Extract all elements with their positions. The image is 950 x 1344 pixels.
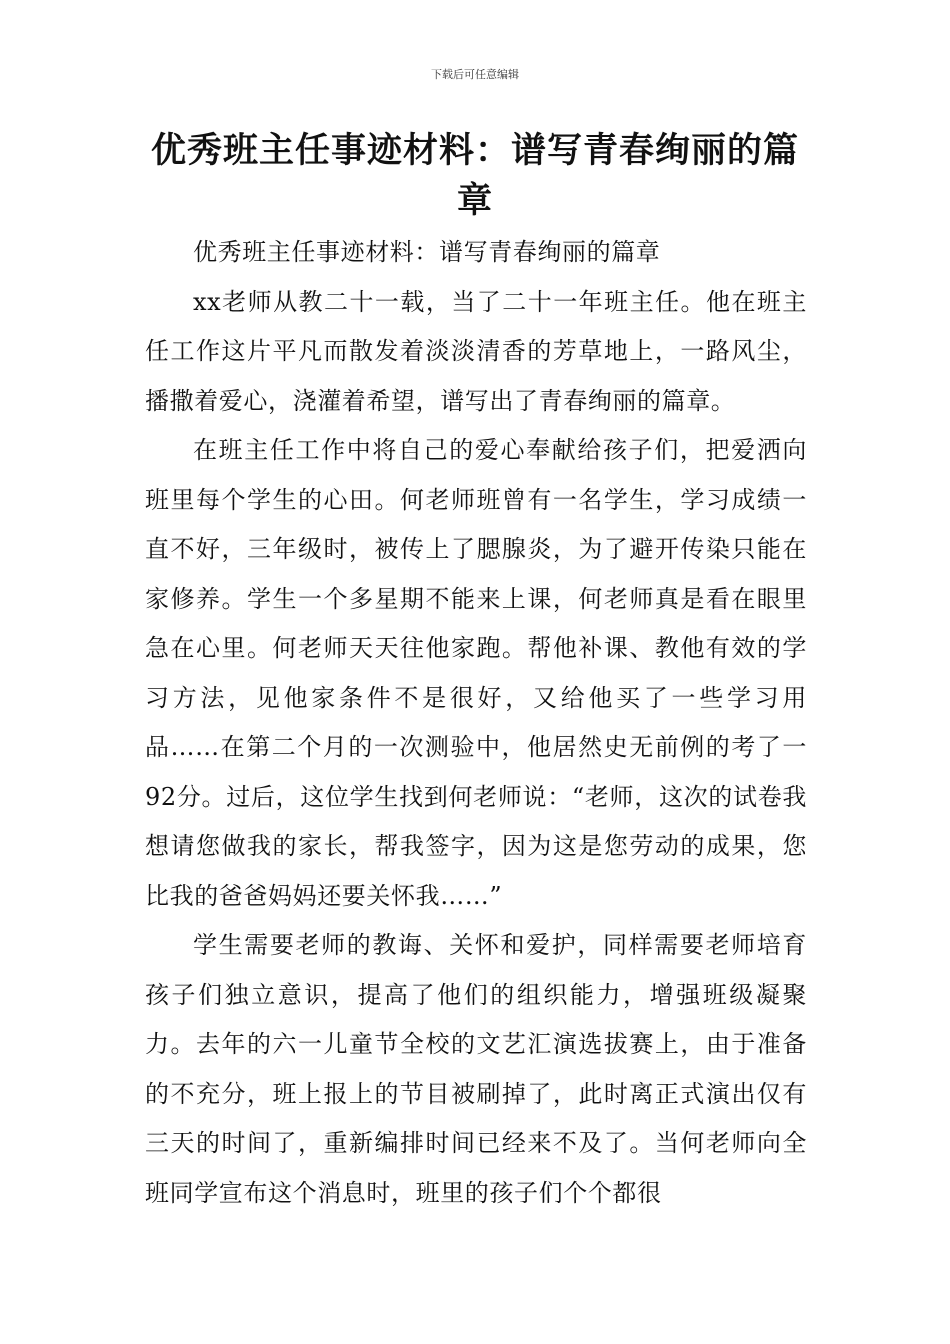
body-paragraph: 在班主任工作中将自己的爱心奉献给孩子们，把爱洒向班里每个学生的心田。何老师班曾有一名学生，学习成绩一直不好，三年级时，被传上了腮腺炎，为了避开传染只能在家修养。学生一个多星期不能来上课，何老师真是看在眼里急在心里。何老师天天往他家跑。帮他补课、教他有效的学习方法，见他家条件不是很好，又给他买了一些学习用品……在第二个月的一次测验中，他居然史无前例的考了一92分。过后，这位学生找到何老师说：“老师，这次的试卷我想请您做我的家长，帮我签字，因为这是您劳动的成果，您比我的爸爸妈妈还要关怀我……” <box>145 436 807 910</box>
subtitle-paragraph: 优秀班主任事迹材料：谱写青春绚丽的篇章 <box>193 238 661 266</box>
body-paragraph: 学生需要老师的教诲、关怀和爱护，同样需要老师培育孩子们独立意识，提高了他们的组织能力，增强班级凝聚力。去年的六一儿童节全校的文艺汇演选拔赛上，由于准备的不充分，班上报上的节目被刷掉了，此时离正式演出仅有三天的时间了，重新编排时间已经来不及了。当何老师向全班同学宣布这个消息时，班里的孩子们个个都很 <box>145 931 807 1207</box>
document-body <box>145 228 807 1218</box>
page-header-note: 下载后可任意编辑 <box>431 68 519 81</box>
body-paragraph: xx老师从教二十一载，当了二十一年班主任。他在班主任工作这片平凡而散发着淡淡清香的芳草地上，一路风尘，播撒着爱心，浇灌着希望，谱写出了青春绚丽的篇章。 <box>145 287 807 415</box>
document-title: 优秀班主任事迹材料：谱写青春绚丽的篇章 <box>150 131 799 221</box>
